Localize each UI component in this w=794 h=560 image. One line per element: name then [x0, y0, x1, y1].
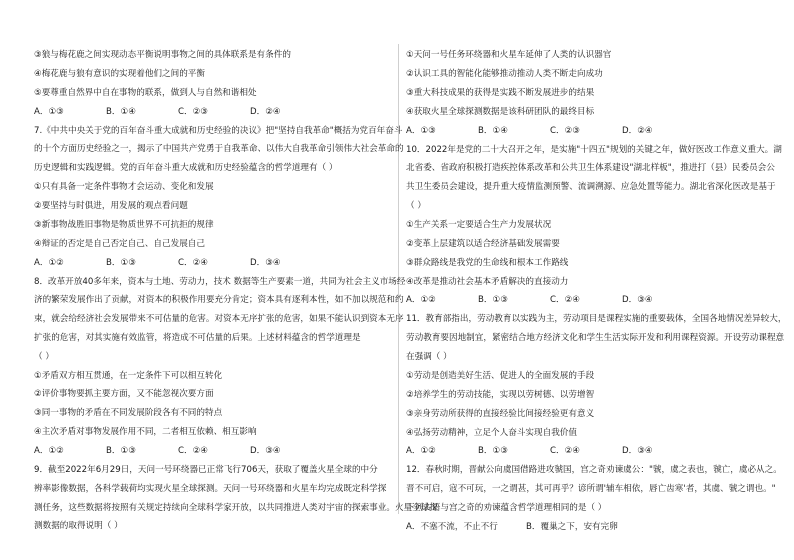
- q11-item-3: ③亲身劳动所获得的直接经验比间接经验更有意义: [406, 408, 595, 419]
- q7-item-4: ④辩证的否定是自己否定自己、自己发展自己: [34, 238, 205, 249]
- q11-stem-line: 11．教育部指出，劳动教育以实践为主，劳动项目是课程实施的重要载体，全国各地情况差异较大，: [406, 314, 787, 325]
- q8-stem-line: 扩张的危害，对其实施有效监管，将造成不可估量的后果。上述材料蕴含的哲学道理是: [34, 332, 361, 343]
- q7-stem-line: 7.《中共中央关于党的百年奋斗重大成就和历史经验的决议》把"坚持自我革命"概括为党百年奋斗: [34, 125, 403, 136]
- q8-stem-line: 束，就会给经济社会发展带来不可估量的危害。对资本无序扩张的危害，如果不能认识到资本无序: [34, 314, 404, 325]
- q8-option-a[interactable]: A．①②: [34, 446, 64, 457]
- q8-stem-line: 8．改革开放40多年来，资本与土地、劳动力，技术 数据等生产要素一道，共同为社会主义市场经: [34, 276, 406, 287]
- q11-item-2: ②培养学生的劳动技能，实现以劳树德、以劳增智: [406, 389, 595, 400]
- q7-option-c[interactable]: C．②④: [178, 257, 209, 268]
- q7-stem-line: 的十个方面历史经验之一，揭示了中国共产党勇于自我革命、以伟大自我革命引领伟大社会革命的: [34, 144, 404, 155]
- q12-stem-line: 晋不可启，寇不可玩，一之谓甚，其可再乎？谚所谓'辅车相依，唇亡齿寒'者，其虞、虢之谓也。": [406, 484, 776, 495]
- q8-item-1: ①矛盾双方相互贯通，在一定条件下可以相互转化: [34, 370, 223, 381]
- q11-stem-line: 在强调（ ）: [406, 351, 452, 362]
- q11-option-c[interactable]: C．②④: [550, 446, 581, 457]
- q9-stem: [34, 465, 438, 532]
- q7-options: [34, 258, 389, 269]
- q12-option-a[interactable]: A．不塞不流，不止不行: [406, 521, 498, 532]
- q6-option-b[interactable]: B．①④: [106, 106, 136, 117]
- q9-item-4: ④获取火星全球探测数据是该科研团队的最终目标: [406, 106, 595, 117]
- q8-item-4: ④主次矛盾对事物发展作用不同，二者相互依赖、相互影响: [34, 427, 257, 438]
- q10-item-2: ②变革上层建筑以适合经济基础发展需要: [406, 238, 560, 249]
- q9-option-d[interactable]: D．②④: [622, 125, 653, 136]
- q10-stem-line: 10．2022年是党的二十大召开之年，是实施"十四五"规划的关键之年，做好医改工作意义重大。湖: [406, 144, 782, 155]
- q8-option-d[interactable]: D．③④: [250, 446, 281, 457]
- q6-option-a[interactable]: A．①③: [34, 106, 64, 117]
- q12-stem-line: 下列古语与宫之奇的劝谏蕴含哲学道理相同的是（ ）: [406, 502, 607, 513]
- q10-item-1: ①生产关系一定要适合生产力发展状况: [406, 219, 552, 230]
- q6-item-3: ③狼与梅花鹿之间实现动态平衡说明事物之间的具体联系是有条件的: [34, 50, 291, 60]
- q8-option-b[interactable]: B．①③: [106, 446, 136, 457]
- q11-item-4: ④弘扬劳动精神，立足个人奋斗实现自我价值: [406, 427, 577, 438]
- q6-item-4: ④梅花鹿与狼有意识的实现着他们之间的平衡: [34, 68, 205, 79]
- q10-option-b[interactable]: B．①③: [478, 295, 508, 306]
- q9-item-3: ③重大科技成果的获得是实践不断发展进步的结果: [406, 87, 595, 98]
- q10-option-d[interactable]: D．③④: [622, 295, 653, 306]
- q6-options: [34, 107, 389, 118]
- q8-item-3: ③同一事物的矛盾在不同发展阶段各有不同的特点: [34, 408, 223, 419]
- q12-options: [406, 522, 761, 533]
- q10-stem-line: （ ）: [406, 200, 426, 211]
- q7-item-1: ①只有具备一定条件事物才会运动、变化和发展: [34, 182, 214, 193]
- q10-stem-line: 北省委、省政府积极打造疾控体系改革和公共卫生体系建设"湖北样板"，推进打（县）民委员会公: [406, 163, 775, 174]
- q9-stem-line: 测任务，这些数据将按照有关规定持续向全球科学家开放，以共同推进人类对宇宙的探索事业。火星全球探: [34, 502, 438, 513]
- q8-options: [34, 446, 389, 457]
- q10-item-3: ③群众路线是我党的生命线和根本工作路线: [406, 257, 569, 268]
- q11-item-1: ①劳动是创造美好生活、促进人的全面发展的手段: [406, 370, 595, 381]
- q10-option-c[interactable]: C．②④: [550, 295, 581, 306]
- right-column: [406, 50, 787, 532]
- q11-option-a[interactable]: A．①②: [406, 446, 436, 457]
- q10-stem-line: 共卫生委员会建设，提升重大疫情监测预警、流调溯源、应急处置等能力。湖北省深化医改是基于: [406, 182, 776, 193]
- q6-item-5: ⑤要尊重自然界中自在事物的联系，做到人与自然和谐相处: [34, 87, 257, 98]
- q9-stem-line: 辨率影像数据，各科学载荷均实现火星全球探测。天问一号环绕器和火星车均完成既定科学探: [34, 483, 387, 494]
- q9-item-2: ②认识工具的智能化能够推动推动人类不断走向成功: [406, 68, 603, 79]
- q9-option-c[interactable]: C．②③: [550, 125, 581, 136]
- q9-stem-line: 测数据的取得说明（ ）: [34, 521, 123, 532]
- q8-stem-line: 济的繁荣发展作出了贡献，对资本的积极作用要充分肯定；资本具有逐利本性，如不加以规范和约: [34, 295, 404, 306]
- q10-item-4: ④改革是推动社会基本矛盾解决的直接动力: [406, 276, 569, 287]
- q12-stem-line: 12．春秋时期，晋献公向虞国借路进攻虢国，宫之奇劝谏虞公："虢，虞之表也，虢亡，虞必从之。: [406, 465, 782, 476]
- q7-stem: [34, 125, 404, 174]
- q11-stem-line: 劳动教育要因地制宜，紧密结合地方经济文化和学生生活实际开发和利用课程资源。开设劳动课程意: [406, 333, 785, 344]
- q12-option-b[interactable]: B．覆巢之下，安有完卵: [526, 521, 618, 532]
- q10-stem: [406, 144, 782, 212]
- q8-stem: [34, 276, 406, 363]
- q6-option-d[interactable]: D．②④: [250, 106, 281, 117]
- q10-option-a[interactable]: A．①②: [406, 295, 436, 306]
- q8-option-c[interactable]: C．②④: [178, 446, 209, 457]
- q9-stem-line: 9．截至2022年6月29日，天问一号环绕器已正常飞行706天，获取了覆盖火星全球的中分: [34, 465, 378, 476]
- q11-options: [406, 446, 761, 457]
- q7-item-3: ③新事物战胜旧事物是物质世界不可抗拒的规律: [34, 219, 214, 230]
- q7-option-d[interactable]: D．③④: [250, 257, 281, 268]
- q7-option-b[interactable]: B．①③: [106, 257, 136, 268]
- q11-stem: [406, 314, 787, 362]
- q9-option-b[interactable]: B．①④: [478, 125, 508, 136]
- q12-stem: [406, 465, 782, 513]
- q11-option-d[interactable]: D．③④: [622, 446, 653, 457]
- q9-options: [406, 126, 761, 137]
- q8-item-2: ②评价事物要抓主要方面，又不能忽视次要方面: [34, 389, 214, 400]
- q7-item-2: ②要坚持与时俱进，用发展的观点看问题: [34, 201, 188, 211]
- q10-options: [406, 295, 761, 306]
- q7-option-a[interactable]: A．①②: [34, 257, 64, 268]
- q11-option-b[interactable]: B．①③: [478, 446, 508, 457]
- q8-stem-line: （ ）: [34, 351, 54, 362]
- q9-item-1: ①天问一号任务环绕器和火星车延伸了人类的认识器官: [406, 50, 612, 60]
- q9-option-a[interactable]: A．①③: [406, 125, 436, 136]
- q6-option-c[interactable]: C．②③: [178, 106, 209, 117]
- q7-stem-line: 历史逻辑和实践逻辑。党的百年奋斗重大成就和历史经验蕴含的哲学道理有（ ）: [34, 163, 338, 174]
